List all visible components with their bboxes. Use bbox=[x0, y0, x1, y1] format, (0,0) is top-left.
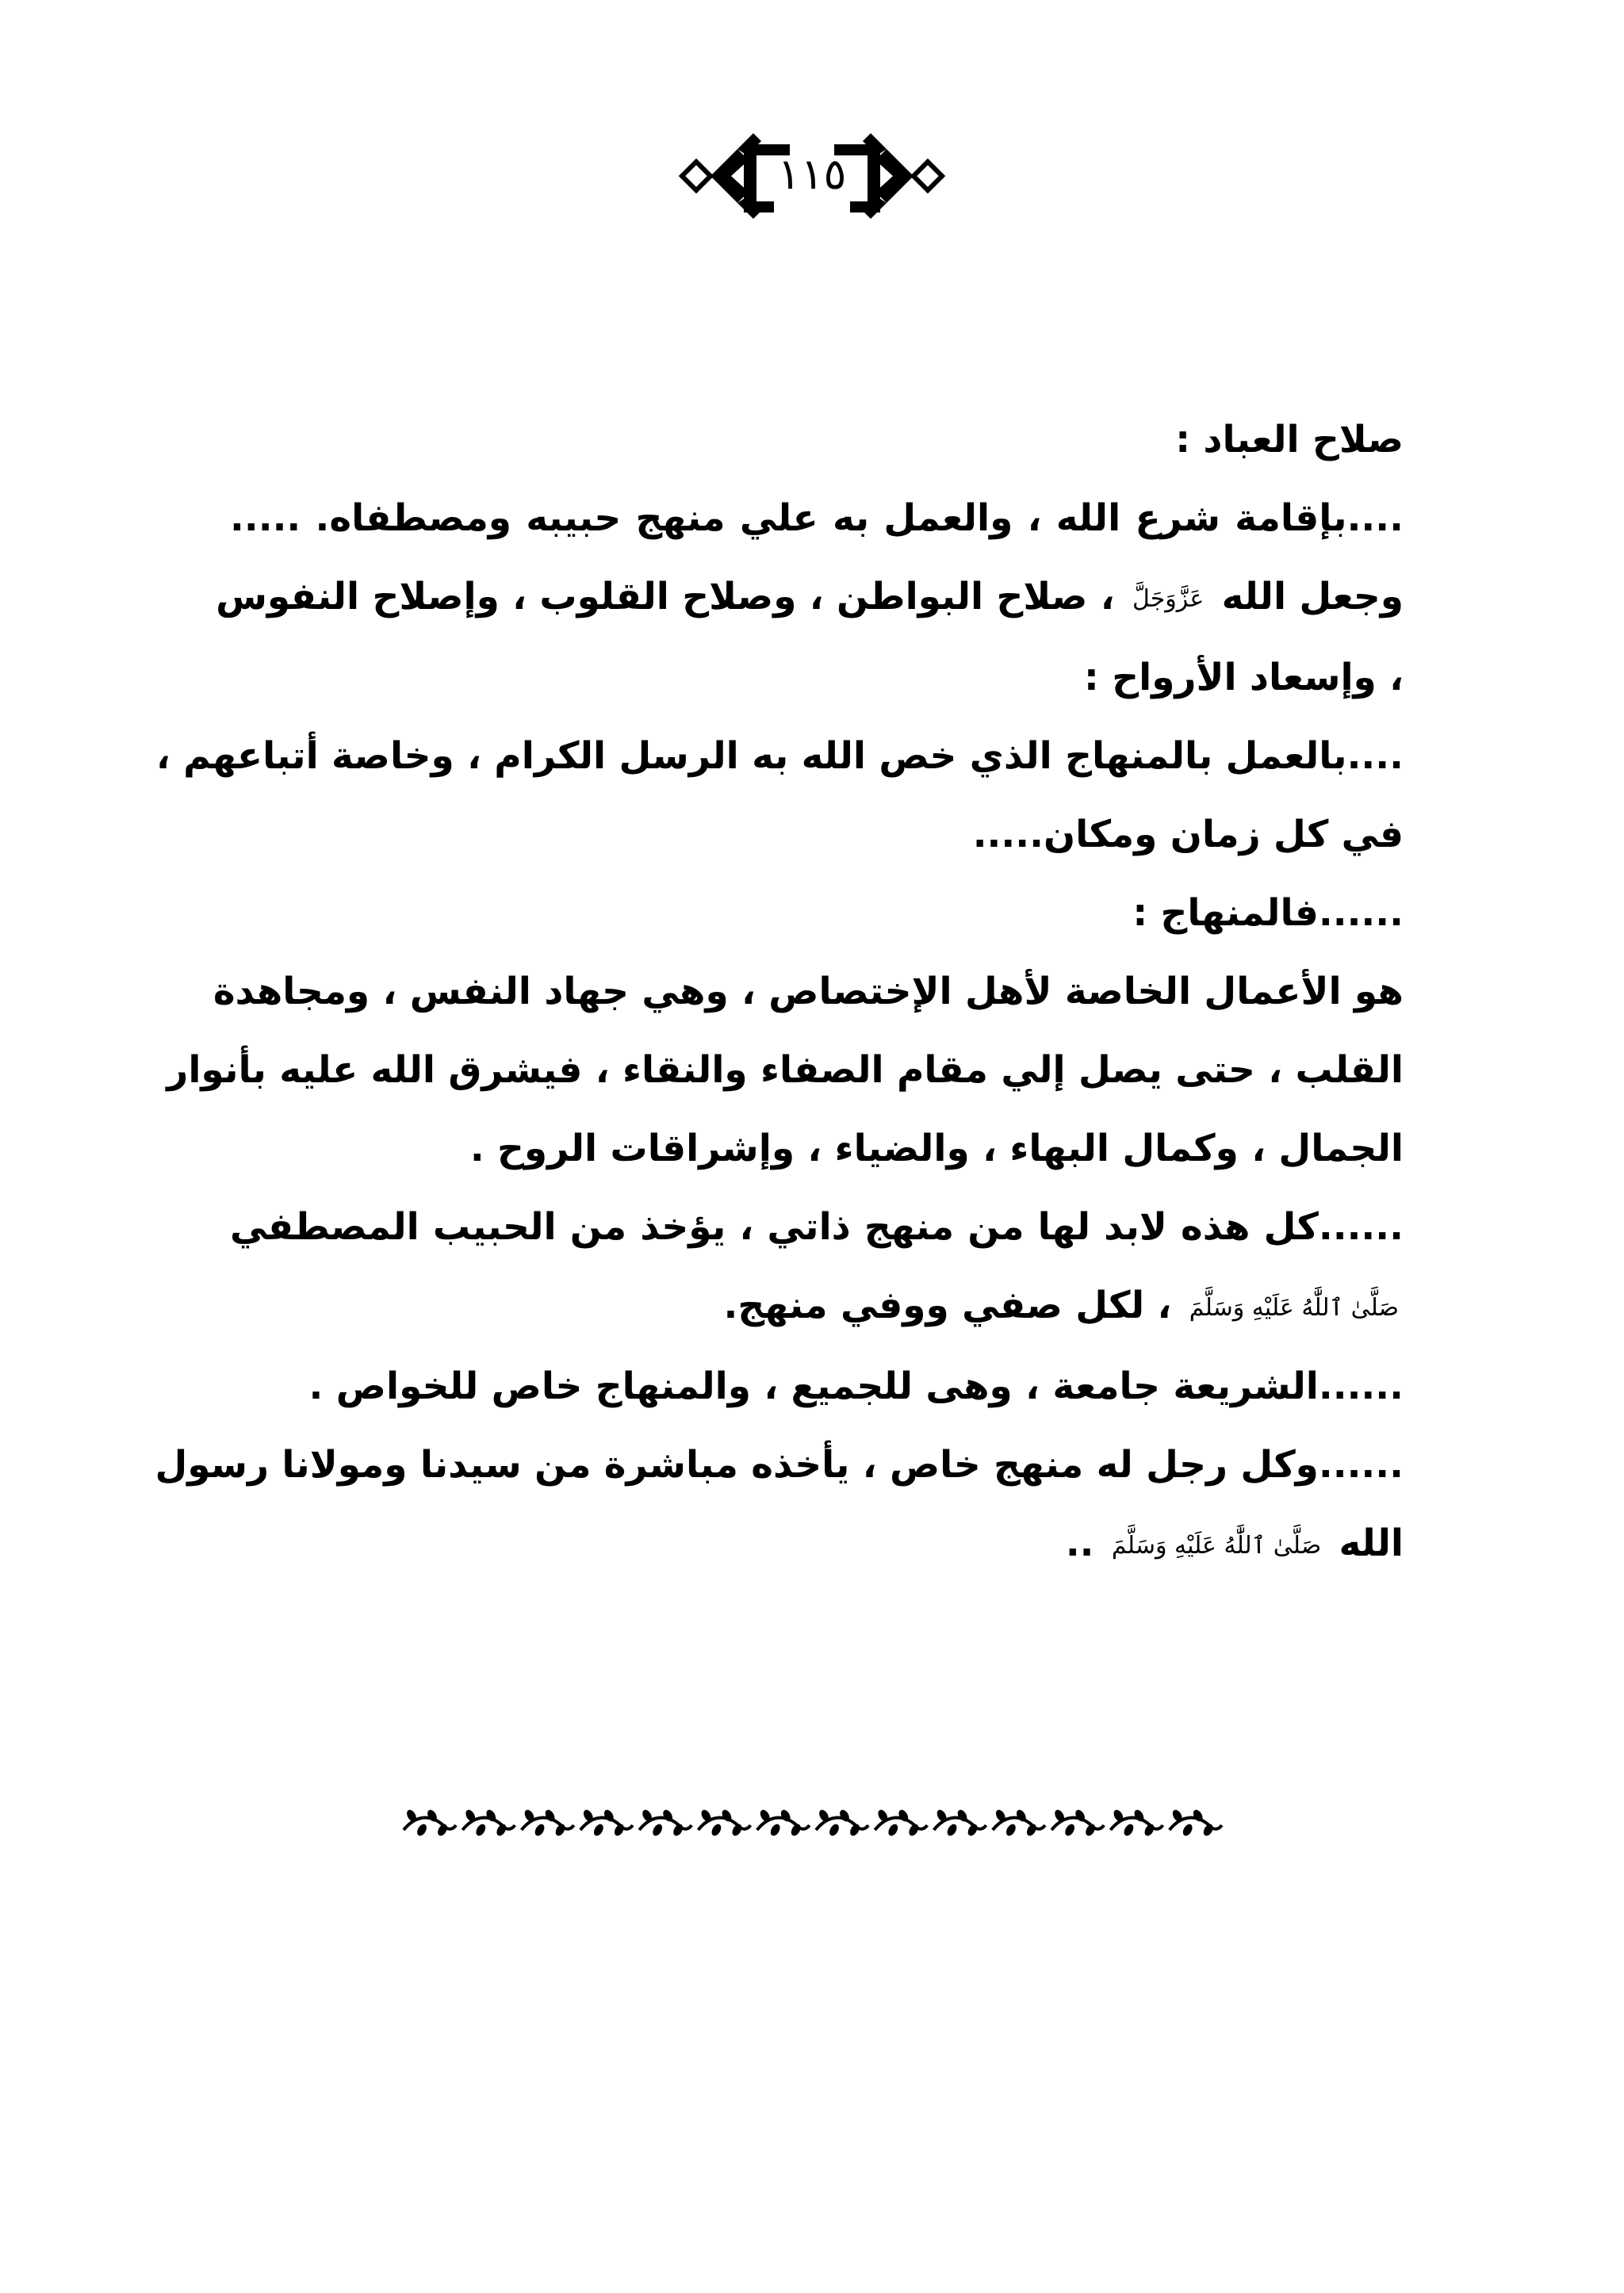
floral-motif-icon bbox=[1051, 1809, 1104, 1838]
text-line: ......كل هذه لابد لها من منهج ذاتي ، يؤخذ من الحبيب المصطفي bbox=[230, 1205, 1404, 1249]
text-line: ، وإسعاد الأرواح : bbox=[1084, 656, 1404, 699]
floral-motif-icon bbox=[580, 1809, 633, 1838]
text-segment: الله bbox=[1339, 1522, 1404, 1565]
page-header bbox=[0, 119, 1624, 222]
text-line: ......فالمنهاج : bbox=[1132, 891, 1404, 935]
floral-motif-icon bbox=[757, 1809, 810, 1838]
floral-motif-icon bbox=[1110, 1809, 1162, 1838]
text-line: القلب ، حتى يصل إلي مقام الصفاء والنقاء ، فيشرق الله عليه بأنوار bbox=[167, 1048, 1404, 1092]
text-segment: ، لكل صفي ووفي منهج. bbox=[723, 1284, 1172, 1327]
text-line: في كل زمان ومكان..... bbox=[972, 813, 1404, 856]
page-number: ١١٥ bbox=[777, 149, 847, 199]
floral-motif-icon bbox=[404, 1809, 456, 1838]
body-text bbox=[155, 400, 1404, 1585]
floral-motif-icon bbox=[875, 1809, 927, 1838]
floral-motif-icon bbox=[639, 1809, 691, 1838]
text-line: ......وكل رجل له منهج خاص ، يأخذه مباشرة من سيدنا ومولانا رسول bbox=[155, 1443, 1404, 1487]
text-line: صلاح العباد : bbox=[1175, 418, 1404, 461]
text-line: ....بالعمل بالمنهاج الذي خص الله به الرسل الكرام ، وخاصة أتباعهم ، bbox=[155, 734, 1404, 778]
honorific-glyph: عَزَّوَجَلَّ bbox=[1132, 585, 1205, 613]
text-segment: ، صلاح البواطن ، وصلاح القلوب ، وإصلاح النفوس bbox=[216, 575, 1115, 618]
floral-motif-icon bbox=[462, 1809, 515, 1838]
honorific-glyph: صَلَّىٰ ٱللَّٰهُ عَلَيْهِ وَسَلَّمَ bbox=[1111, 1532, 1322, 1560]
text-line: هو الأعمال الخاصة لأهل الإختصاص ، وهي جهاد النفس ، ومجاهدة bbox=[213, 970, 1404, 1013]
text-line: الجمال ، وكمال البهاء ، والضياء ، وإشراقات الروح . bbox=[469, 1127, 1404, 1170]
text-line: ....بإقامة شرع الله ، والعمل به علي منهج حبيبه ومصطفاه. ..... bbox=[230, 496, 1404, 540]
right-diamond-icon bbox=[914, 162, 942, 190]
text-line bbox=[230, 1266, 1404, 1347]
floral-motif-icon bbox=[1170, 1809, 1222, 1838]
floral-motif-icon bbox=[698, 1809, 750, 1838]
floral-motif-icon bbox=[934, 1809, 986, 1838]
text-segment: .. bbox=[1065, 1522, 1094, 1565]
left-diamond-icon bbox=[682, 162, 710, 190]
text-line bbox=[216, 557, 1404, 638]
text-segment: وجعل الله bbox=[1221, 575, 1404, 618]
honorific-glyph: صَلَّىٰ ٱللَّٰهُ عَلَيْهِ وَسَلَّمَ bbox=[1189, 1294, 1399, 1322]
text-line bbox=[230, 1504, 1404, 1585]
floral-motif-icon bbox=[522, 1809, 574, 1838]
floral-motif-icon bbox=[993, 1809, 1045, 1838]
floral-divider-icon bbox=[400, 1806, 1225, 1838]
text-line: ......الشريعة جامعة ، وهى للجميع ، والمنهاج خاص للخواص . bbox=[308, 1365, 1404, 1408]
floral-motif-icon bbox=[816, 1809, 868, 1838]
